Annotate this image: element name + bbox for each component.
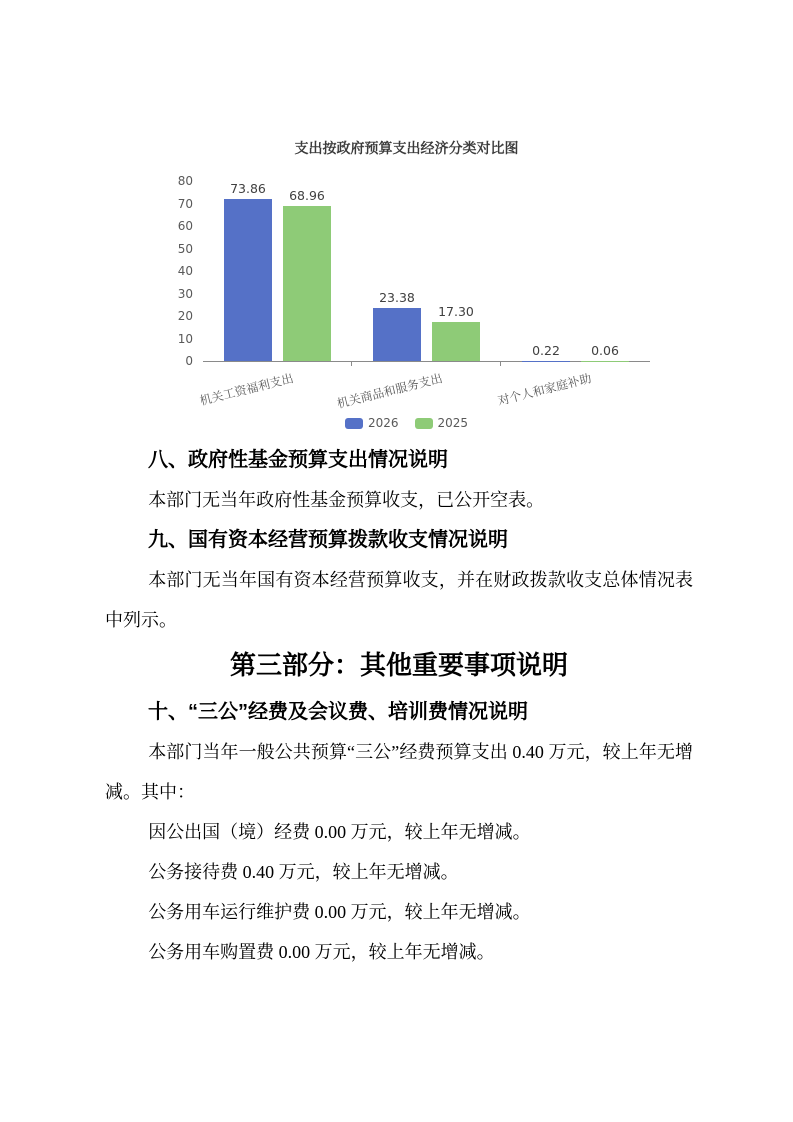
chart-body (163, 174, 650, 411)
bar-item (283, 182, 331, 361)
bar-item (224, 182, 272, 361)
y-axis-tick-label: 80 (177, 174, 193, 188)
x-axis-category-label: 机关商品和服务支出 (336, 371, 445, 411)
legend-label: 2026 (367, 416, 399, 430)
section9-heading: 九、国有资本经营预算拨款收支情况说明 (148, 529, 508, 551)
y-axis-tick-label: 20 (177, 309, 193, 323)
bar-item (432, 182, 480, 361)
y-axis (163, 174, 197, 368)
section8-heading: 八、政府性基金预算支出情况说明 (148, 449, 448, 471)
bar-value-label: 68.96 (289, 187, 325, 203)
x-axis-tick (500, 361, 501, 366)
expenditure-comparison-chart (163, 138, 650, 430)
bar-group (198, 181, 352, 409)
y-axis-tick-label: 30 (177, 286, 193, 301)
chart-title: 支出按政府预算支出经济分类对比图 (294, 140, 519, 156)
section9-paragraph: 本部门无当年国有资本经营预算收支，并在财政拨款收支总体情况表中列示。 (105, 570, 693, 630)
bar-value-label: 0.06 (591, 342, 619, 358)
section10-paragraph: 公务用车购置费 0.00 万元，较上年无增减。 (148, 942, 495, 962)
x-axis-category-label: 机关工资福利支出 (198, 371, 296, 409)
y-axis-tick-label: 60 (177, 219, 193, 233)
y-axis-tick-label: 50 (177, 241, 193, 256)
bar-group (336, 182, 501, 411)
bar-value-label: 17.30 (438, 304, 474, 320)
section10-paragraph: 本部门当年一般公共预算“三公”经费预算支出 0.40 万元，较上年无增减。其中： (105, 742, 693, 802)
bar-item (581, 182, 629, 361)
legend-swatch (345, 418, 363, 429)
bar-value-label: 73.86 (230, 181, 266, 196)
y-axis-tick-label: 40 (177, 264, 193, 278)
section10-paragraph: 公务用车运行维护费 0.00 万元，较上年无增减。 (148, 902, 531, 922)
x-axis-tick (351, 361, 352, 366)
bar-series-2026 (373, 308, 421, 361)
bar-value-label: 0.22 (532, 342, 560, 358)
y-axis-tick-label: 10 (177, 331, 193, 346)
x-axis-category-label: 对个人和家庭补助 (496, 371, 594, 409)
bar-series-2025 (283, 206, 331, 361)
bar-series-2025 (432, 322, 480, 361)
legend-swatch (415, 418, 433, 429)
legend-label: 2025 (437, 416, 469, 430)
section10-heading: 十、“三公”经费及会议费、培训费情况说明 (148, 701, 528, 723)
part3-title: 第三部分：其他重要事项说明 (229, 651, 568, 680)
legend-item (345, 416, 399, 430)
section8-paragraph: 本部门无当年政府性基金预算收支，已公开空表。 (148, 490, 545, 510)
bar-item (522, 182, 570, 361)
plot-area (198, 181, 650, 411)
section10-paragraph: 因公出国（境）经费 0.00 万元，较上年无增减。 (148, 822, 531, 842)
bar-group (496, 182, 650, 409)
y-axis-tick-label: 70 (177, 196, 193, 211)
legend-item (415, 416, 469, 430)
bar-series-2026 (224, 199, 272, 361)
section10-paragraph: 公务接待费 0.40 万元，较上年无增减。 (148, 862, 459, 882)
document-body (105, 440, 693, 972)
bar-value-label: 23.38 (379, 290, 415, 306)
y-axis-tick-label: 0 (185, 354, 193, 368)
bar-item (373, 182, 421, 361)
chart-legend (163, 416, 650, 430)
